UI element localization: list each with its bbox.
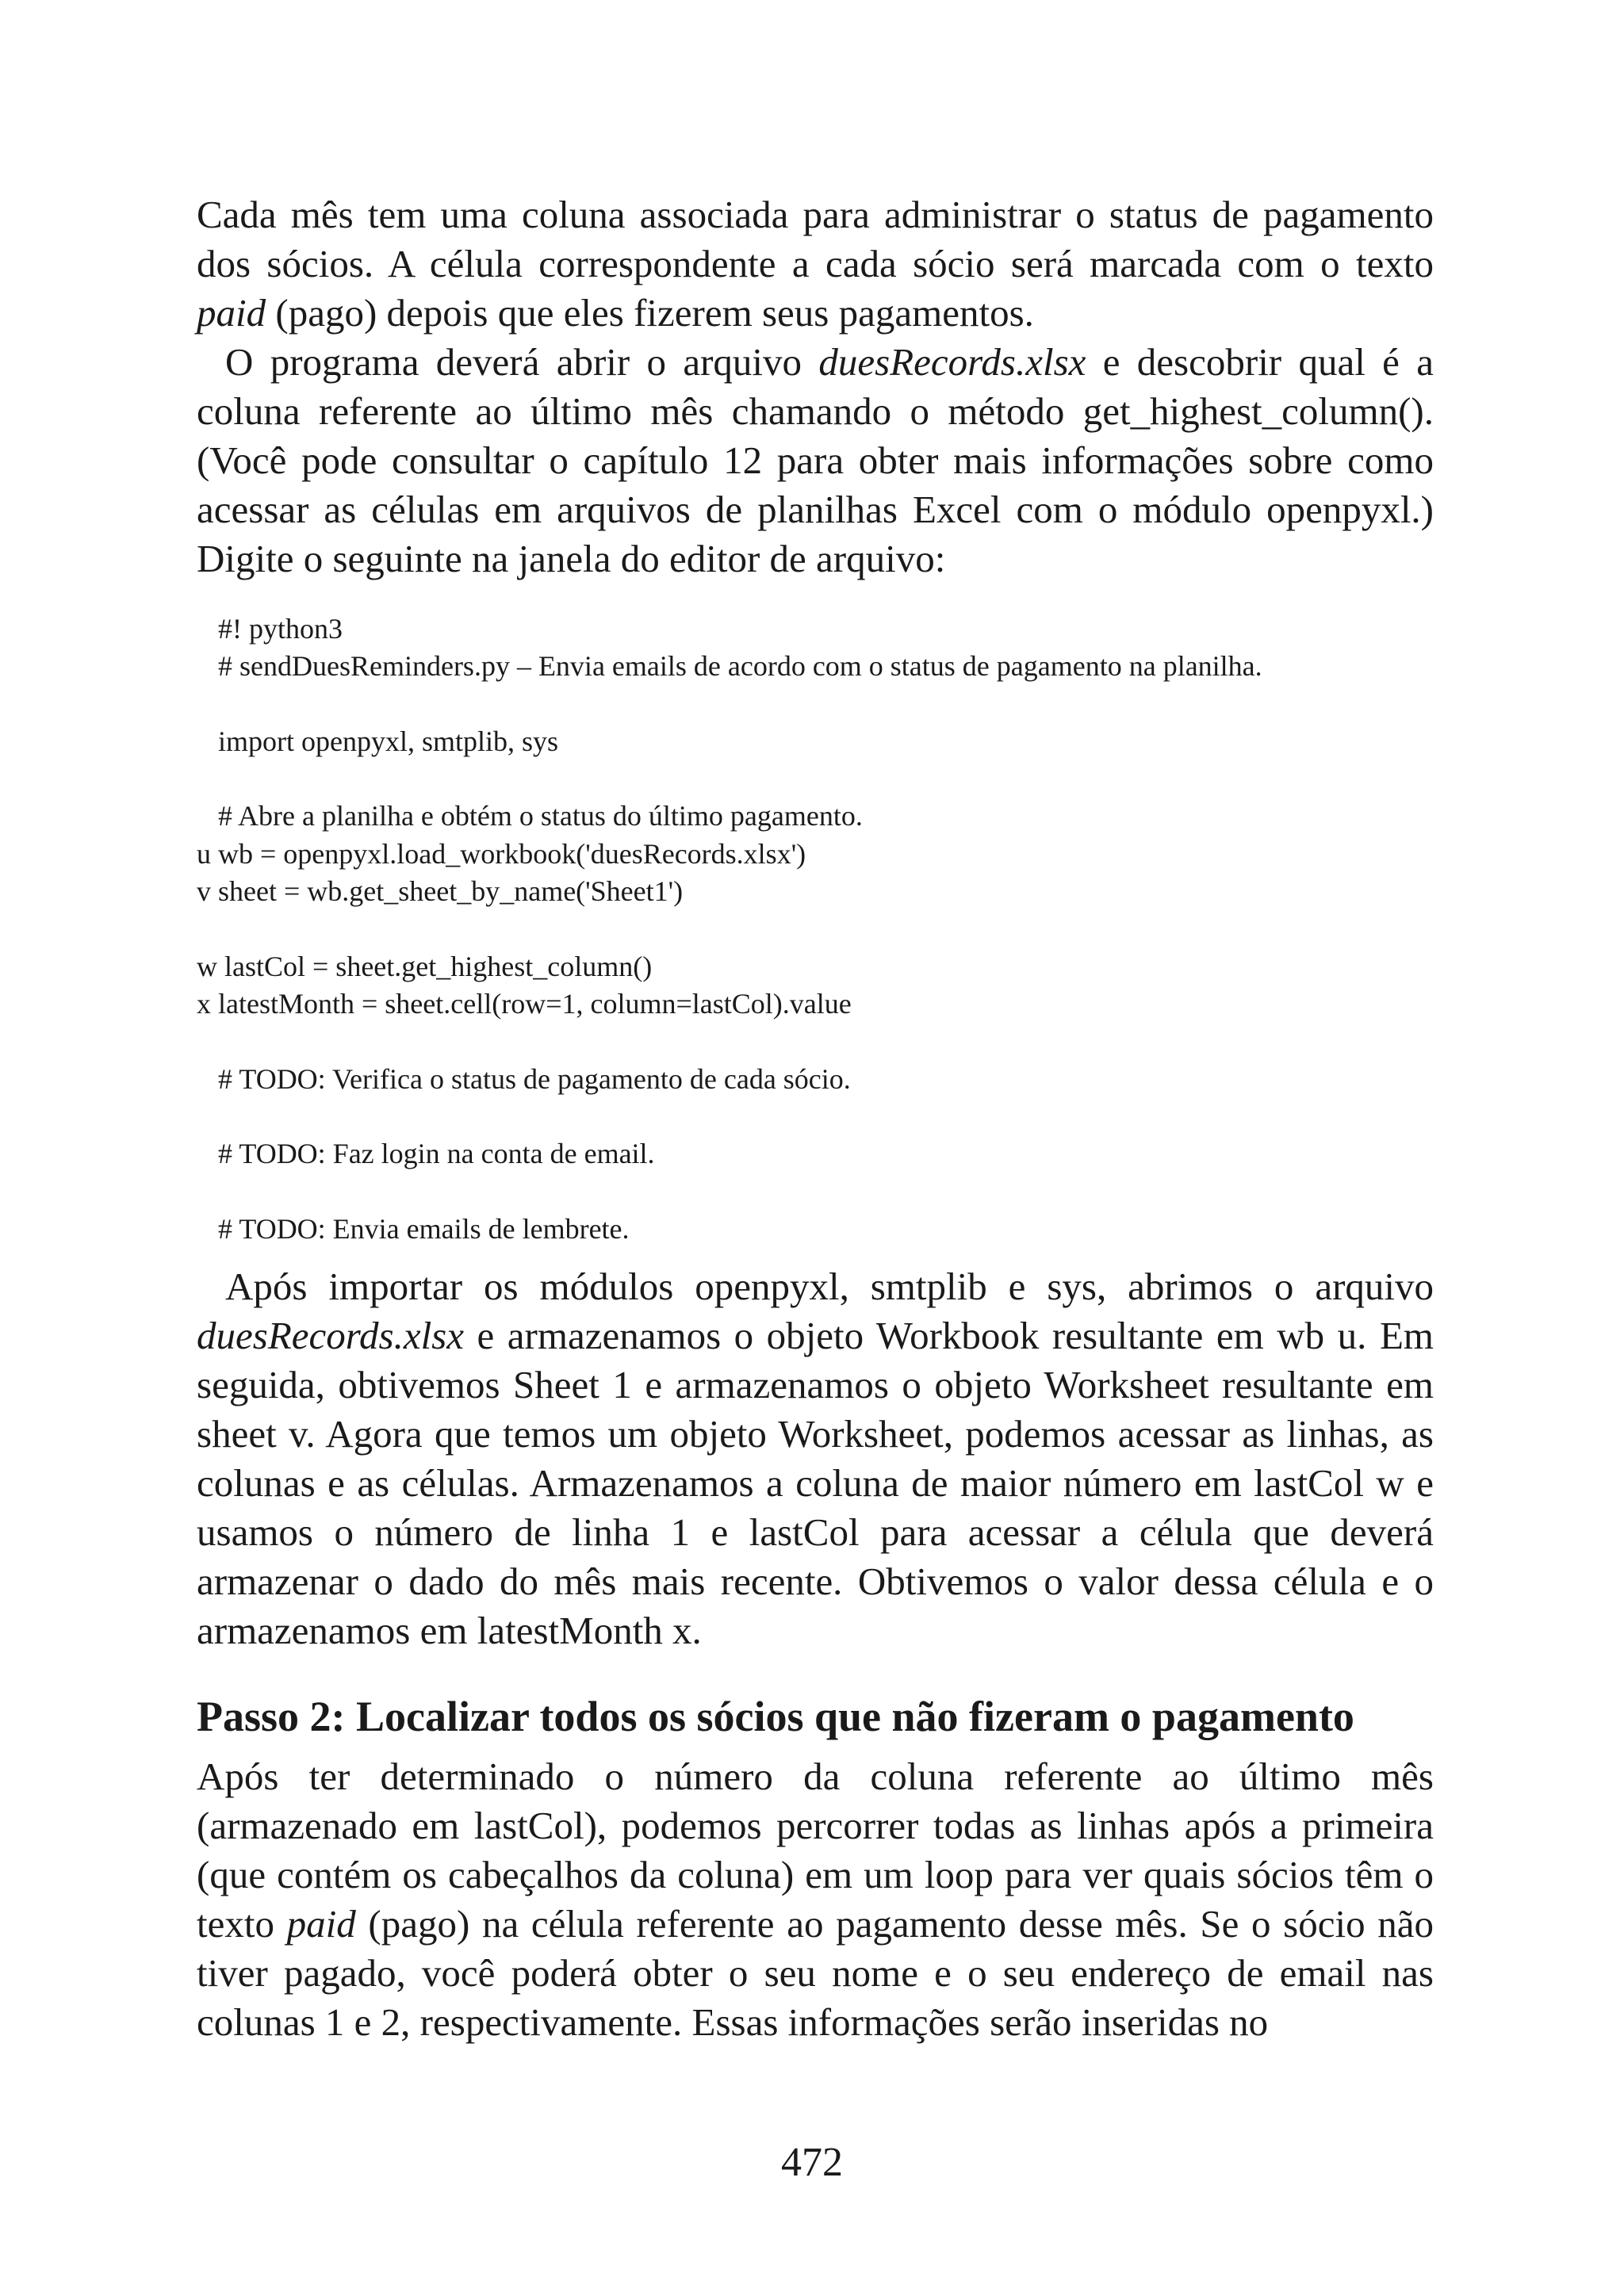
code-listing <box>197 610 1434 1248</box>
code-line: import openpyxl, smtplib, sys <box>197 725 559 757</box>
code-line: #! python3 <box>197 613 343 645</box>
book-page <box>197 190 1434 2047</box>
paragraph-intro <box>197 190 1434 338</box>
code-blank-line <box>197 1173 1434 1210</box>
paragraph-code-explanation <box>197 1262 1434 1655</box>
code-blank-line <box>197 1098 1434 1135</box>
code-line: # TODO: Verifica o status de pagamento de cada sócio. <box>197 1062 851 1095</box>
paragraph-step-2 <box>197 1752 1434 2047</box>
paragraph-program-description <box>197 338 1434 584</box>
paragraph-text: (pago) depois que eles fizerem seus pagamentos. <box>266 291 1034 335</box>
paragraph-text: e armazenamos o objeto Workbook resultante em wb u. Em seguida, obtivemos Sheet 1 e armazenamos o objeto Worksheet resultante em sheet v. Agora que temos um objeto Worksheet, podemos acessar as linhas, as colunas e as células. Armazenamos a coluna de maior número em lastCol w e usamos o número de linha 1 e lastCol para acessar a célula que deverá armazenar o dado do mês mais recente. Obtivemos o valor dessa célula e o armazenamos em latestMonth x. <box>197 1314 1434 1653</box>
italic-term: paid <box>197 291 266 335</box>
code-line: # Abre a planilha e obtém o status do último pagamento. <box>197 800 863 832</box>
code-line: # TODO: Faz login na conta de email. <box>197 1138 655 1170</box>
italic-filename: duesRecords.xlsx <box>197 1314 464 1358</box>
paragraph-text: O programa deverá abrir o arquivo <box>225 340 819 384</box>
code-blank-line <box>197 760 1434 798</box>
paragraph-text: e descobrir qual é a coluna referente ao último mês chamando o método get_highest_column(). (Você pode consultar o capítulo 12 para obter mais informações sobre como acessar as células em arquivos de planilhas Excel com o módulo openpyxl.) Digite o seguinte na janela do editor de arquivo: <box>197 340 1434 580</box>
code-blank-line <box>197 910 1434 947</box>
code-line: # TODO: Envia emails de lembrete. <box>197 1212 630 1245</box>
section-heading: Passo 2: Localizar todos os sócios que não fizeram o pagamento <box>197 1693 1354 1741</box>
paragraph-text: (pago) na célula referente ao pagamento desse mês. Se o sócio não tiver pagado, você poderá obter o seu nome e o seu endereço de email nas colunas 1 e 2, respectivamente. Essas informações serão inseridas no <box>197 1902 1434 2045</box>
code-line: w lastCol = sheet.get_highest_column() <box>197 950 653 982</box>
code-blank-line <box>197 1023 1434 1060</box>
code-blank-line <box>197 686 1434 723</box>
paragraph-text: Após importar os módulos openpyxl, smtplib e sys, abrimos o arquivo <box>225 1265 1434 1309</box>
paragraph-text: Cada mês tem uma coluna associada para administrar o status de pagamento dos sócios. A célula correspondente a cada sócio será marcada com o texto <box>197 193 1434 285</box>
italic-filename: duesRecords.xlsx <box>818 340 1086 384</box>
page-number: 472 <box>781 2140 843 2185</box>
code-line: u wb = openpyxl.load_workbook('duesRecords.xlsx') <box>197 837 806 870</box>
paragraph-text: Após ter determinado o número da coluna referente ao último mês (armazenado em lastCol), podemos percorrer todas as linhas após a primeira (que contém os cabeçalhos da coluna) em um loop para ver quais sócios têm o texto <box>197 1755 1434 1946</box>
code-line: x latestMonth = sheet.cell(row=1, column=lastCol).value <box>197 987 852 1020</box>
italic-term: paid <box>286 1902 356 1946</box>
code-line: # sendDuesReminders.py – Envia emails de acordo com o status de pagamento na planilha. <box>197 650 1262 683</box>
code-line: v sheet = wb.get_sheet_by_name('Sheet1') <box>197 875 684 908</box>
